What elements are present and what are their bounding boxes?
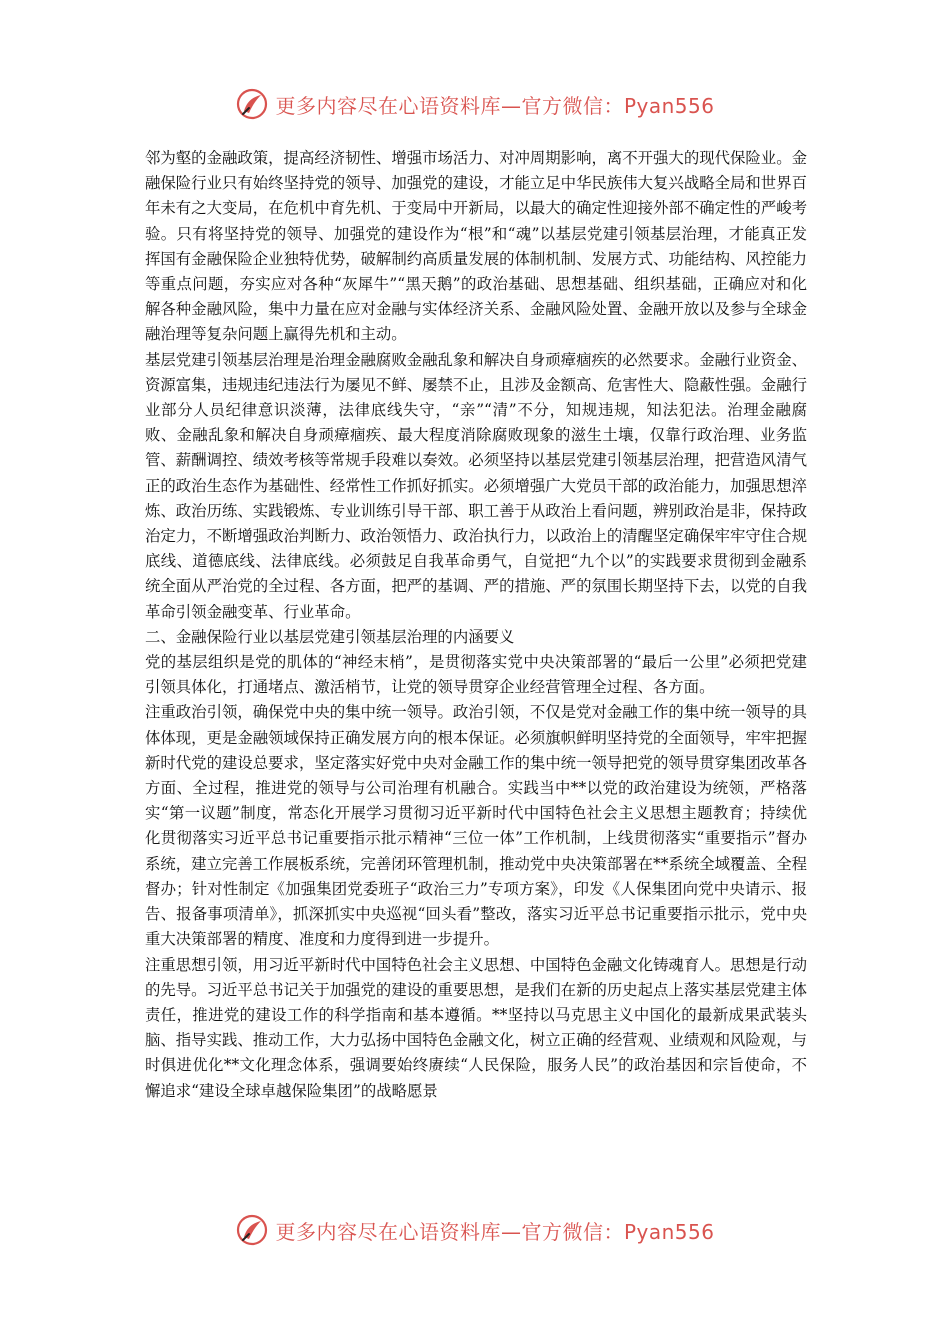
paragraph: 注重政治引领，确保党中央的集中统一领导。政治引领，不仅是党对金融工作的集中统一领导的具体体现，更是金融领域保持正确发展方向的根本保证。必须旗帜鲜明坚持党的全面领导，牢牢把握新时代党的建设总要求，坚定落实好党中央对金融工作的集中统一领导把党的领导贯穿集团改革各方面、全过程，推进党的领导与公司治理有机融合。实践当中**以党的政治建设为统领，严格落实“第一议题”制度，常态化开展学习贯彻习近平新时代中国特色社会主义思想主题教育；持续优化贯彻落实习近平总书记重要指示批示精神“三位一体”工作机制，上线贯彻落实“重要指示”督办系统，建立完善工作展板系统，完善闭环管理机制，推动党中央决策部署在**系统全域覆盖、全程督办；针对性制定《加强集团党委班子“政治三力”专项方案》，印发《人保集团向党中央请示、报告、报备事项清单》，抓深抓实中央巡视“回头看”整改，落实习近平总书记重要指示批示，党中央重大决策部署的精度、准度和力度得到进一步提升。 <box>145 703 807 949</box>
document-body <box>145 146 807 1104</box>
top-watermark-banner <box>0 84 950 124</box>
logo-icon <box>235 87 269 121</box>
paragraph: 基层党建引领基层治理是治理金融腐败金融乱象和解决自身顽瘴痼疾的必然要求。金融行业资金、资源富集，违规违纪违法行为屡见不鲜、屡禁不止，且涉及金额高、危害性大、隐蔽性强。金融行业部分人员纪律意识淡薄，法律底线失守，“亲”“清”不分，知规违规，知法犯法。治理金融腐败、金融乱象和解决自身顽瘴痼疾、最大程度消除腐败现象的滋生土壤，仅靠行政治理、业务监管、薪酬调控、绩效考核等常规手段难以奏效。必须坚持以基层党建引领基层治理，把营造风清气正的政治生态作为基础性、经常性工作抓好抓实。必须增强广大党员干部的政治能力，加强思想淬炼、政治历练、实践锻炼、专业训练引导干部、职工善于从政治上看问题，辨别政治是非，保持政治定力，不断增强政治判断力、政治领悟力、政治执行力，以政治上的清醒坚定确保牢牢守住合规底线、道德底线、法律底线。必须鼓足自我革命勇气，自觉把“九个以”的实践要求贯彻到金融系统全面从严治党的全过程、各方面，把严的基调、严的措施、严的氛围长期坚持下去，以党的自我革命引领金融变革、行业革命。 <box>145 350 807 621</box>
section-heading: 二、金融保险行业以基层党建引领基层治理的内涵要义 <box>145 627 515 646</box>
banner-text: 更多内容尽在心语资料库—官方微信：Pyan556 <box>275 93 715 118</box>
paragraph: 党的基层组织是党的肌体的“神经末梢”，是贯彻落实党中央决策部署的“最后一公里”必须把党建引领具体化，打通堵点、激活梢节，让党的领导贯穿企业经营管理全过程、各方面。 <box>145 653 807 697</box>
bottom-watermark-banner <box>0 1210 950 1250</box>
paragraph: 邻为壑的金融政策，提高经济韧性、增强市场活力、对冲周期影响，离不开强大的现代保险业。金融保险行业只有始终坚持党的领导、加强党的建设，才能立足中华民族伟大复兴战略全局和世界百年未有之大变局，在危机中育先机、于变局中开新局，以最大的确定性迎接外部不确定性的严峻考验。只有将坚持党的领导、加强党的建设作为“根”和“魂”以基层党建引领基层治理，才能真正发挥国有金融保险企业独特优势，破解制约高质量发展的体制机制、发展方式、功能结构、风控能力等重点问题，夯实应对各种“灰犀牛”“黑天鹅”的政治基础、思想基础、组织基础，正确应对和化解各种金融风险，集中力量在应对金融与实体经济关系、金融风险处置、金融开放以及参与全球金融治理等复杂问题上赢得先机和主动。 <box>145 149 807 344</box>
banner-text: 更多内容尽在心语资料库—官方微信：Pyan556 <box>275 1219 715 1244</box>
paragraph: 注重思想引领，用习近平新时代中国特色社会主义思想、中国特色金融文化铸魂育人。思想是行动的先导。习近平总书记关于加强党的建设的重要思想，是我们在新的历史起点上落实基层党建主体责任，推进党的建设工作的科学指南和基本遵循。**坚持以马克思主义中国化的最新成果武装头脑、指导实践、推动工作，大力弘扬中国特色金融文化，树立正确的经营观、业绩观和风险观，与时俱进优化**文化理念体系，强调要始终赓续“人民保险，服务人民”的政治基因和宗旨使命，不懈追求“建设全球卓越保险集团”的战略愿景 <box>145 955 807 1100</box>
logo-icon <box>235 1213 269 1247</box>
